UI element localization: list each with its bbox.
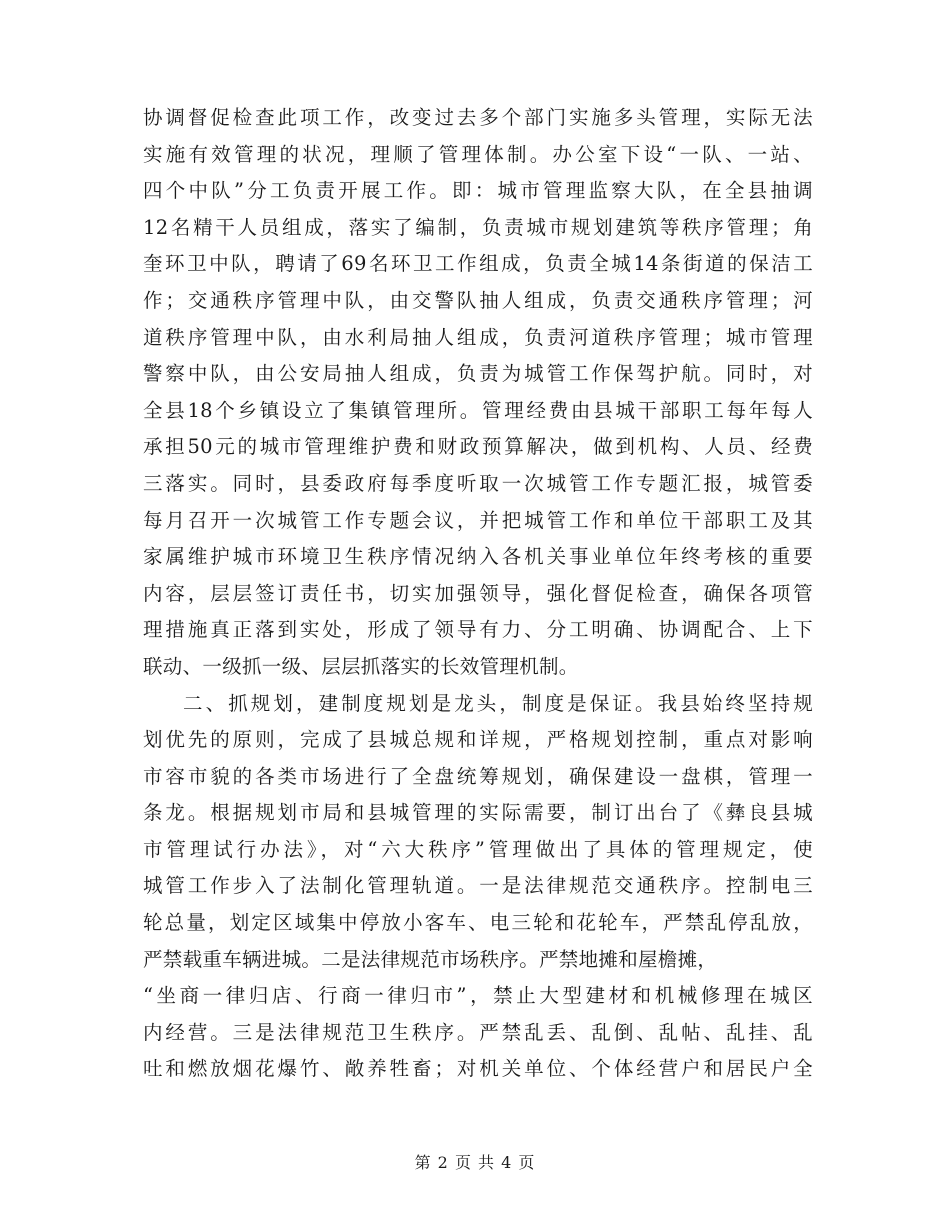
text-line: 实施有效管理的状况，理顺了管理体制。办公室下设“一队、一站、 [143,142,813,166]
page-number-footer: 第 2 页 共 4 页 [414,1153,536,1172]
text-line: 内经营。三是法律规范卫生秩序。严禁乱丢、乱倒、乱帖、乱挂、乱 [143,1020,813,1044]
text-line: 条龙。根据规划市局和县城管理的实际需要，制订出台了《彝良县城 [143,801,813,825]
text-line: 协调督促检查此项工作，改变过去多个部门实施多头管理，实际无法 [143,106,813,129]
text-line: “坐商一律归店、行商一律归市”，禁止大型建材和机械修理在城区 [143,984,813,1008]
text-line: 全县18个乡镇设立了集镇管理所。管理经费由县城干部职工每年每人 [143,398,813,422]
text-line: 市管理试行办法》，对“六大秩序”管理做出了具体的管理规定，使 [143,837,813,861]
text-line: 家属维护城市环境卫生秩序情况纳入各机关事业单位年终考核的重要 [143,545,813,569]
text-line: 道秩序管理中队，由水利局抽人组成，负责河道秩序管理；城市管理 [143,325,813,349]
text-line: 12名精干人员组成，落实了编制，负责城市规划建筑等秩序管理；角 [143,215,813,239]
text-line: 市容市貌的各类市场进行了全盘统筹规划，确保建设一盘棋，管理一 [143,764,813,788]
text-line: 轮总量，划定区域集中停放小客车、电三轮和花轮车，严禁乱停乱放， [143,911,813,935]
text-line: 吐和燃放烟花爆竹、敞养牲畜；对机关单位、个体经营户和居民户全 [143,1057,813,1081]
paragraph-start-line: 二、抓规划，建制度规划是龙头，制度是保证。我县始终坚持规 [183,691,813,715]
text-line: 严禁载重车辆进城。二是法律规范市场秩序。严禁地摊和屋檐摊， [143,947,718,971]
text-line: 四个中队”分工负责开展工作。即：城市管理监察大队，在全县抽调 [143,179,813,203]
text-line: 作；交通秩序管理中队，由交警队抽人组成，负责交通秩序管理；河 [143,288,813,312]
text-line: 城管工作步入了法制化管理轨道。一是法律规范交通秩序。控制电三 [143,874,813,898]
text-line: 三落实。同时，县委政府每季度听取一次城管工作专题汇报，城管委 [143,471,813,495]
text-line: 理措施真正落到实处，形成了领导有力、分工明确、协调配合、上下 [143,618,813,642]
text-line: 承担50元的城市管理维护费和财政预算解决，做到机构、人员、经费 [143,435,813,459]
text-line: 奎环卫中队，聘请了69名环卫工作组成，负责全城14条街道的保洁工 [143,252,813,276]
text-line: 联动、一级抓一级、层层抓落实的长效管理机制。 [143,654,579,678]
text-line: 警察中队，由公安局抽人组成，负责为城管工作保驾护航。同时，对 [143,362,813,386]
text-line: 每月召开一次城管工作专题会议，并把城管工作和单位干部职工及其 [143,508,813,532]
text-line: 内容，层层签订责任书，切实加强领导，强化督促检查，确保各项管 [143,581,813,605]
body-text [143,100,813,1088]
text-line: 划优先的原则，完成了县城总规和详规，严格规划控制，重点对影响 [143,728,813,752]
